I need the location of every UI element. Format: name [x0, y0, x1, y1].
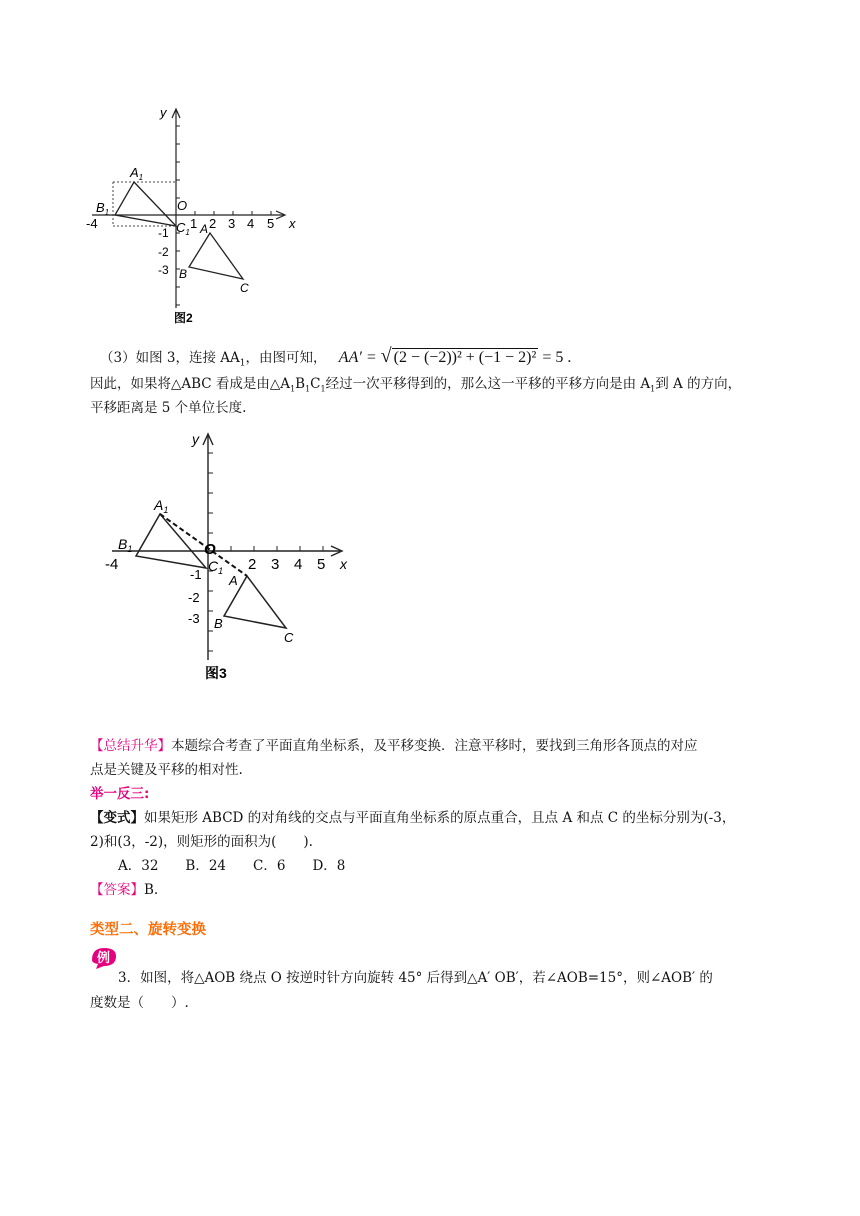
- svg-text:A1: [153, 497, 168, 515]
- svg-text:B1: [96, 200, 109, 217]
- x-tick-3: 3: [271, 556, 280, 573]
- figure-3: [100, 428, 360, 684]
- triangle-a1b1c1: [115, 182, 176, 226]
- variant-label: 【变式】: [90, 810, 144, 826]
- point-c-label: C: [240, 281, 249, 295]
- svg-text:A1: [129, 165, 143, 182]
- point-c-label: C: [284, 630, 294, 645]
- answer-line: [90, 878, 158, 902]
- point-a1-sub: 1: [163, 505, 169, 515]
- x-tick-5: 5: [317, 556, 326, 573]
- conclusion-text-d: 经过一次平移得到的，那么这一平移的平移方向是由 A: [325, 376, 651, 392]
- conclusion-line-2: 平移距离是 5 个单位长度.: [90, 400, 247, 416]
- point-b1-label: B: [96, 200, 105, 215]
- x-tick-2: 2: [209, 216, 217, 231]
- y-tick-neg3: -3: [158, 263, 169, 277]
- svg-text:C1: [208, 558, 223, 576]
- axis-x-label: x: [289, 216, 296, 231]
- point-b1-label: B: [118, 536, 128, 552]
- origin-label: O: [204, 541, 216, 558]
- variant-text-1: 如果矩形 ABCD 的对角线的交点与平面直角坐标系的原点重合，且点 A 和点 C 的坐标分别为(-3，: [144, 810, 736, 826]
- section-2-heading: 类型二、旋转变换: [90, 922, 206, 938]
- variant-options: A．32 B．24 C．6 D．8: [118, 858, 346, 874]
- point-b1-sub: 1: [104, 208, 110, 217]
- sqrt-symbol: √ (2 − (−2))² + (−1 − 2)²: [380, 345, 537, 367]
- conclusion-text-a: 因此，如果将△ABC 看成是由△A: [90, 376, 291, 392]
- step3-suffix: ，由图可知，: [245, 350, 327, 366]
- point-a-label: A: [200, 222, 209, 236]
- point-c1-sub: 1: [185, 228, 190, 237]
- point-c1-sub: 1: [218, 566, 224, 576]
- distance-formula: [338, 345, 572, 367]
- point-c1-label: C: [176, 220, 186, 235]
- example-badge-text: 例: [97, 951, 111, 966]
- point-a1-label: A: [130, 165, 139, 180]
- answer-text: B.: [144, 882, 159, 898]
- step3-prefix: （3）如图 3，连接 AA: [100, 350, 240, 366]
- y-tick-neg3: -3: [188, 611, 200, 626]
- step3-prefix-sub: 1: [239, 358, 246, 369]
- x-tick-3: 3: [228, 216, 236, 231]
- example-badge-icon: [90, 946, 118, 970]
- origin-label: O: [177, 198, 188, 213]
- summary-text-1: 本题综合考查了平面直角坐标系，及平移变换．注意平移时，要找到三角形各顶点的对应: [171, 738, 698, 754]
- conclusion-text-b: B: [295, 376, 306, 392]
- formula-radicand: (2 − (−2))² + (−1 − 2)²: [393, 349, 537, 366]
- conclusion-text-c: C: [310, 376, 321, 392]
- step3-line: [100, 344, 571, 376]
- triangle-a1b1c1: [136, 514, 206, 568]
- summary-line-2: 点是关键及平移的相对性.: [90, 762, 243, 778]
- conclusion-text-e: 到 A 的方向，: [655, 376, 742, 392]
- formula-rhs: = 5 .: [542, 349, 572, 366]
- sub-1c: 1: [320, 384, 326, 394]
- point-b1-sub: 1: [127, 544, 133, 554]
- x-tick-neg4: -4: [86, 216, 98, 231]
- y-tick-neg2: -2: [188, 590, 200, 605]
- answer-label: 【答案】: [90, 882, 144, 898]
- point-c1-label: C: [208, 558, 219, 574]
- summary-label: 【总结升华】: [90, 738, 171, 754]
- x-tick-neg4: -4: [105, 556, 119, 573]
- practice-heading: 举一反三:: [90, 786, 150, 802]
- axis-y-label: y: [160, 105, 167, 120]
- axis-x-label: x: [340, 556, 347, 572]
- point-b-label: B: [179, 267, 188, 281]
- y-tick-neg1: -1: [158, 226, 169, 240]
- figure-2-caption: 图2: [174, 311, 193, 325]
- formula-lhs: AA′ =: [338, 349, 377, 366]
- sub-1a: 1: [290, 384, 296, 394]
- figure-3-caption: 图3: [205, 665, 227, 681]
- x-tick-4: 4: [294, 556, 303, 573]
- variant-line-2: 2)和(3，-2)，则矩形的面积为( ).: [90, 834, 313, 850]
- question-3-line-1: 3．如图，将△AOB 绕点 O 按逆时针方向旋转 45° 后得到△A′ OB′，若∠AOB=15°，则∠AOB′ 的: [118, 970, 713, 986]
- svg-text:B1: [118, 536, 132, 554]
- summary-line-1: [90, 734, 698, 758]
- y-tick-neg2: -2: [158, 245, 169, 259]
- sub-1d: 1: [650, 384, 656, 394]
- x-tick-5: 5: [267, 216, 275, 231]
- point-a1-sub: 1: [138, 173, 144, 182]
- point-a1-label: A: [154, 497, 164, 513]
- x-tick-4: 4: [247, 216, 255, 231]
- point-a-label: A: [229, 573, 238, 588]
- sub-1b: 1: [305, 384, 311, 394]
- question-3-line-2: 度数是（ ）.: [90, 995, 189, 1011]
- x-tick-2: 2: [248, 556, 257, 573]
- x-tick-1: 1: [190, 216, 198, 231]
- triangle-abc: [189, 233, 243, 279]
- svg-text:C1: [176, 220, 190, 237]
- y-tick-neg1: -1: [190, 567, 202, 582]
- axis-y-label: y: [192, 431, 199, 447]
- variant-line-1: [90, 806, 735, 830]
- point-b-label: B: [214, 616, 223, 631]
- figure-2: [84, 100, 304, 330]
